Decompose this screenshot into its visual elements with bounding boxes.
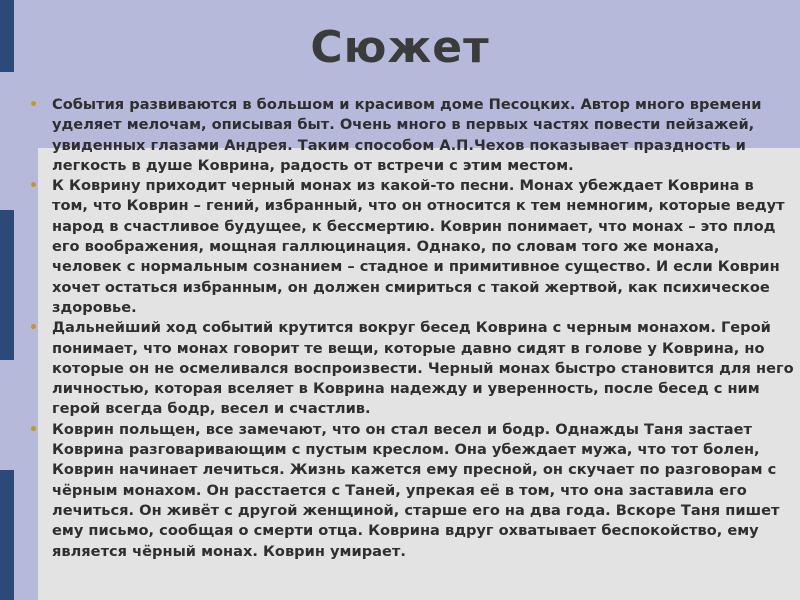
bullet-text: Дальнейший ход событий крутится вокруг бесед Коврина с черным монахом. Герой понимает, что монах говорит те вещи, которые давно сидят в голове у Коврина, но которые он не осмеливался воспроизвести. Черный монах быстро становится для него личностью, которая вселяет в Коврина надежду и уверенность, после бесед с ним герой всегда бодр, весел и счастлив. [52,319,794,418]
bullet-item [22,95,794,176]
bullet-marker-icon: • [29,97,38,113]
bullet-item [22,176,794,318]
bullet-item [22,420,794,562]
bullet-text: К Коврину приходит черный монах из какой-то песни. Монах убеждает Коврина в том, что Коврин – гений, избранный, что он относится к тем немногим, которые ведут народ в счастливое будущее, к бессмертию. Коврин понимает, что монах – это плод его воображения, мощная галлюцинация. Однако, по словам того же монаха, человек с нормальным сознанием – стадное и примитивное существо. И если Коврин хочет остаться избранным, он должен смириться с такой жертвой, как психическое здоровье. [52,177,785,316]
bullet-marker-icon: • [29,178,38,195]
slide-title: Сюжет [310,22,490,73]
left-accent-bar [0,0,14,600]
bullet-item [22,318,794,419]
bullet-list [22,95,794,562]
bullet-marker-icon: • [29,421,38,438]
accent-bar-segment [0,210,14,360]
bullet-text: Коврин польщен, все замечают, что он стал весел и бодр. Однажды Таня застает Коврина разговаривающим с пустым креслом. Она убеждает мужа, что тот болен, Коврин начинает лечиться. Жизнь кажется ему пресной, он скучает по разговорам с чёрным монахом. Он расстается с Таней, упрекая её в том, что она заставила его лечиться. Он живёт с другой женщиной, старше его на два года. Вскоре Таня пишет ему письмо, сообщая о смерти отца. Коврина вдруг охватывает беспокойство, ему является чёрный монах. Коврин умирает. [52,420,780,560]
bullet-text: События развиваются в большом и красивом доме Песоцких. Автор много времени уделяет мелочам, описывая быт. Очень много в первых частях повести пейзажей, увиденных глазами Андрея. Таким способом А.П.Чехов показывает праздность и легкость в душе Коврина, радость от встречи с этим местом. [52,96,762,174]
bullet-marker-icon: • [29,320,38,337]
accent-bar-segment [0,470,14,600]
